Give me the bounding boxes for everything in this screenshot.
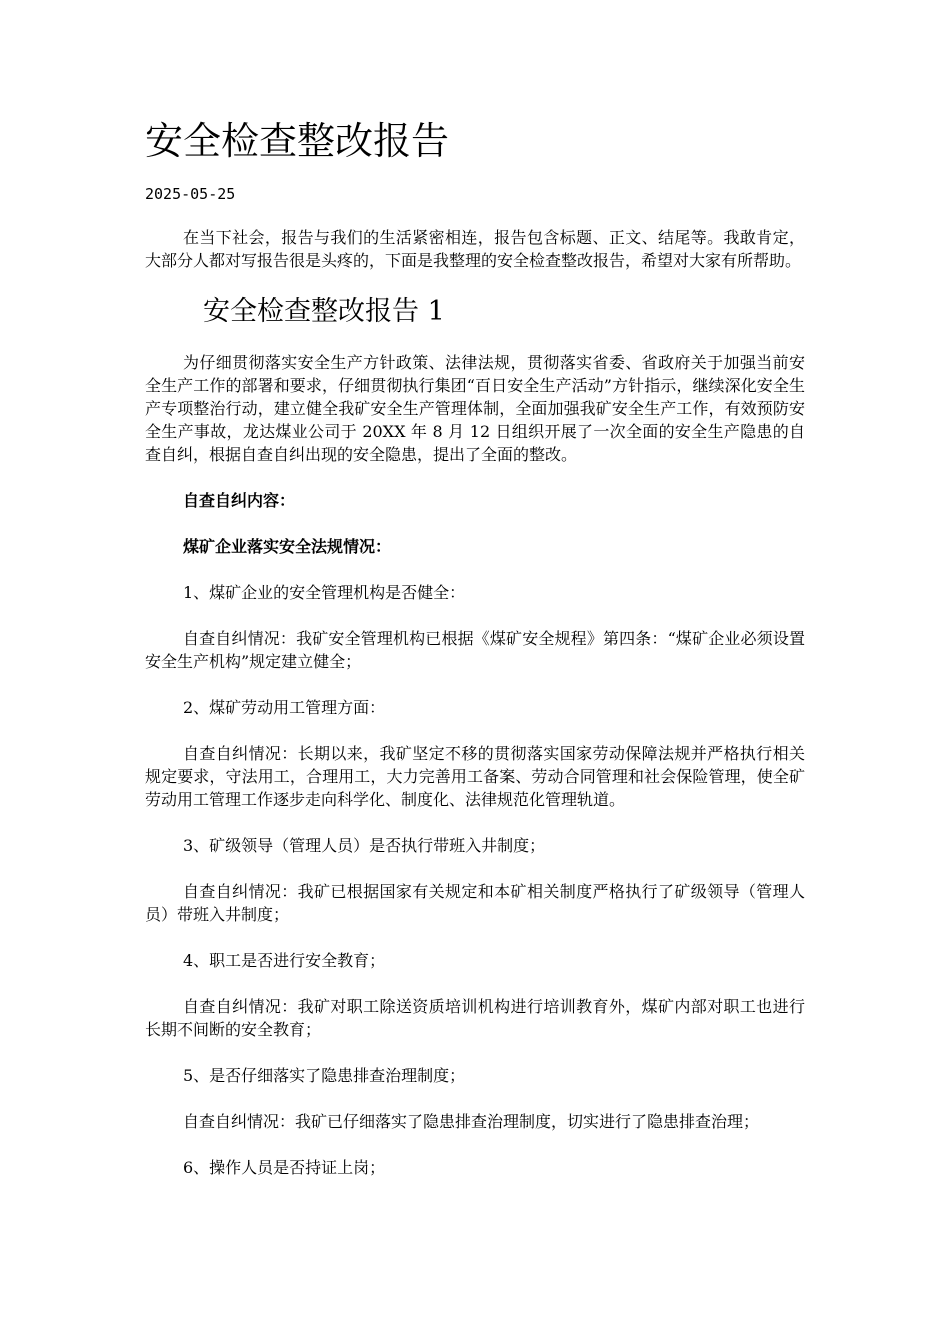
list-item: 2、煤矿劳动用工管理方面： [183,698,386,717]
paragraph: 自查自纠情况：我矿安全管理机构已根据《煤矿安全规程》第四条：“煤矿企业必须设置安全生产机构”规定建立健全； [145,629,805,671]
subheading-self-check: 自查自纠内容： [183,491,296,510]
paragraph: 为仔细贯彻落实安全生产方针政策、法律法规，贯彻落实省委、省政府关于加强当前安全生产工作的部署和要求，仔细贯彻执行集团“百日安全生产活动”方针指示，继续深化安全生产专项整治行动，建立健全我矿安全生产管理体制，全面加强我矿安全生产工作，有效预防安全生产事故，龙达煤业公司于 20XX 年 8 月 12 日组织开展了一次全面的安全生产隐患的自查自纠，根据自查自纠出现的安全隐患，提出了全面的整改。 [145,353,805,464]
document-date: 2025-05-25 [145,185,236,203]
document-title: 安全检查整改报告 [145,119,450,163]
list-item: 3、矿级领导（管理人员）是否执行带班入井制度； [183,836,546,855]
subheading-regulations: 煤矿企业落实安全法规情况： [183,537,392,556]
document-body [145,226,805,1202]
list-item: 1、煤矿企业的安全管理机构是否健全： [183,583,466,602]
paragraph: 自查自纠情况：我矿已仔细落实了隐患排查治理制度，切实进行了隐患排查治理； [183,1112,760,1131]
list-item: 6、操作人员是否持证上岗； [183,1158,386,1177]
list-item: 4、职工是否进行安全教育； [183,951,386,970]
paragraph: 自查自纠情况：我矿对职工除送资质培训机构进行培训教育外，煤矿内部对职工也进行长期不间断的安全教育； [145,997,805,1039]
list-item: 5、是否仔细落实了隐患排查治理制度； [183,1066,466,1085]
section-heading: 安全检查整改报告 1 [203,296,445,327]
intro-paragraph: 在当下社会，报告与我们的生活紧密相连，报告包含标题、正文、结尾等。我敢肯定，大部分人都对写报告很是头疼的，下面是我整理的安全检查整改报告，希望对大家有所帮助。 [145,228,805,270]
paragraph: 自查自纠情况：长期以来，我矿坚定不移的贯彻落实国家劳动保障法规并严格执行相关规定要求，守法用工，合理用工，大力完善用工备案、劳动合同管理和社会保险管理，使全矿劳动用工管理工作逐步走向科学化、制度化、法律规范化管理轨道。 [145,744,805,809]
paragraph: 自查自纠情况：我矿已根据国家有关规定和本矿相关制度严格执行了矿级领导（管理人员）带班入井制度； [145,882,805,924]
